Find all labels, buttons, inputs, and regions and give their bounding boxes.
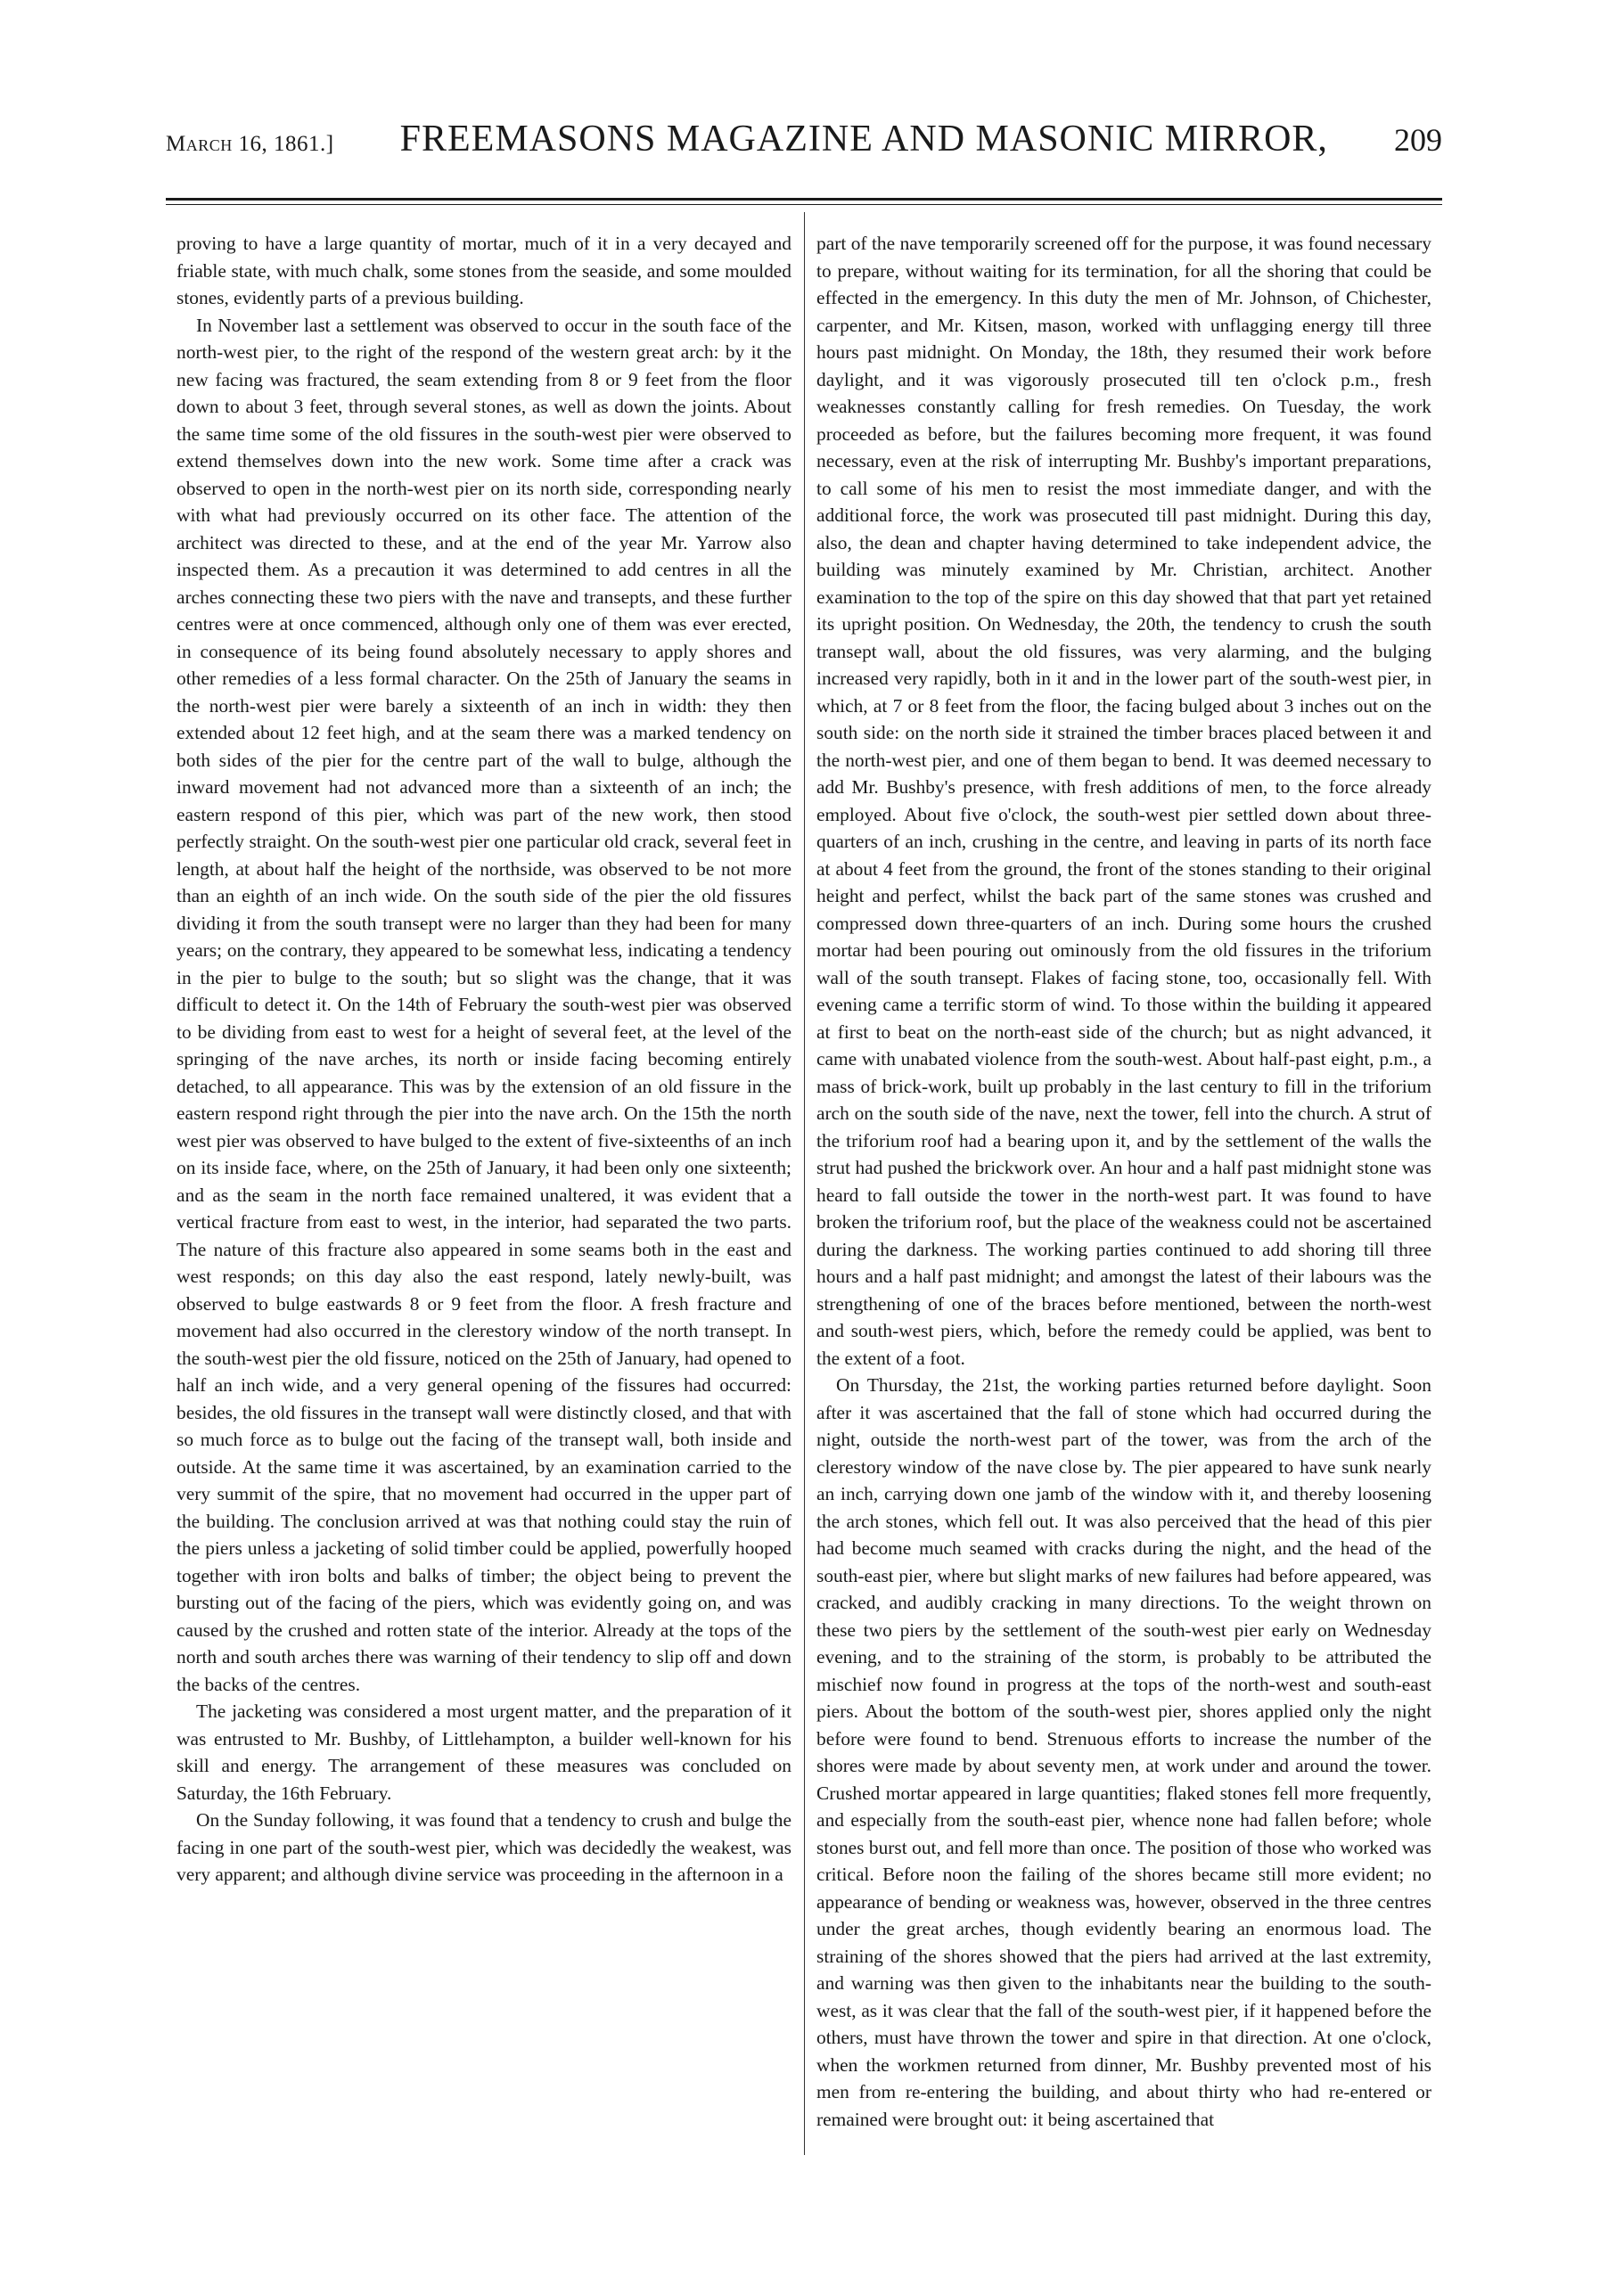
paragraph: In November last a settlement was observed to occur in the south face of the north-west pier, to the right of the respond of the western great arch: by it the new facing was fractured, the seam extending from 8 or 9 feet from the floor down to about 3 feet, through several stones, as well as down the joints. About the same time some of the old fissures in the south-west pier were observed to extend themselves down into the new work. Some time after a crack was observed to open in the north-west pier on its north side, corresponding nearly with what had previously occurred on its other face. The attention of the architect was directed to these, and at the end of the year Mr. Yarrow also inspected them. As a precaution it was determined to add centres in all the arches connecting these two piers with the nave and transepts, and these further centres were at once commenced, although only one of them was ever erected, in consequence of its being found absolutely necessary to apply shores and other remedies of a less formal character. On the 25th of January the seams in the north-west pier were barely a sixteenth of an inch in width: they then extended about 12 feet high, and at the seam there was a marked tendency on both sides of the pier for the centre part of the wall to bulge, although the inward movement had not advanced more than a sixteenth of an inch; the eastern respond of this pier, which was part of the new work, then stood perfectly straight. On the south-west pier one particular old crack, several feet in length, at about half the height of the northside, was observed to be not more than an eighth of an inch wide. On the south side of the pier the old fissures dividing it from the south transept were no larger than they had been for many years; on the contrary, they appeared to be somewhat less, indicating a tendency in the pier to bulge to the south; but so slight was the change, that it was difficult to detect it. On the 14th of February the south-west pier was observed to be dividing from east to west for a height of several feet, at the level of the springing of the nave arches, its north or inside facing becoming entirely detached, to all appearance. This was by the extension of an old fissure in the eastern respond right through the pier into the nave arch. On the 15th the north west pier was observed to have bulged to the extent of five-sixteenths of an inch on its inside face, where, on the 25th of January, it had been only one sixteenth; and as the seam in the north face remained unaltered, it was evident that a vertical fracture from east to west, in the interior, had separated the two parts. The nature of this fracture also appeared in some seams both in the east and west responds; on this day also the east respond, lately newly-built, was observed to bulge eastwards 8 or 9 feet from the floor. A fresh fracture and movement had also occurred in the clerestory window of the north transept. In the south-west pier the old fissure, noticed on the 25th of January, had opened to half an inch wide, and a very general opening of the fissures had occurred: besides, the old fissures in the transept wall were distinctly closed, and that with so much force as to bulge out the facing of the transept wall, both inside and outside. At the same time it was ascertained, by an examination carried to the very summit of the spire, that no movement had occurred in the upper part of the building. The conclusion arrived at was that nothing could stay the ruin of the piers unless a jacketing of solid timber could be applied, powerfully hooped together with iron bolts and balks of timber; the object being to prevent the bursting out of the facing of the piers, which was evidently going on, and was caused by the crushed and rotten state of the interior. Already at the tops of the north and south arches there was warning of their tendency to slip off and down the backs of the centres.	[176, 314, 791, 1695]
header-rule-thick	[166, 198, 1442, 201]
paragraph: The jacketing was considered a most urgent matter, and the preparation of it was entrusted to Mr. Bushby, of Littlehampton, a builder well-known for his skill and energy. The arrangement of these measures was concluded on Saturday, the 16th February.	[176, 1700, 791, 1804]
paragraph: On the Sunday following, it was found that a tendency to crush and bulge the facing in one part of the south-west pier, which was decidedly the weakest, was very apparent; and although divine service was proceeding in the afternoon in a	[176, 1809, 791, 1885]
masthead	[166, 118, 1442, 171]
paragraph: On Thursday, the 21st, the working parties returned before daylight. Soon after it was ascertained that the fall of stone which had occurred during the night, outside the north-west part of the tower, was from the arch of the clerestory window of the nave close by. The pier appeared to have sunk nearly an inch, carrying down one jamb of the window with it, and thereby loosening the arch stones, which fell out. It was also perceived that the head of this pier had become much seamed with cracks during the night, and the head of the south-east pier, where but slight marks of new failures had before appeared, was cracked, and audibly cracking in many directions. To the weight thrown on these two piers by the settlement of the south-west pier early on Wednesday evening, and to the straining of the storm, is probably to be attributed the mischief now found in progress at the tops of the north-west and south-east piers. About the bottom of the south-west pier, shores applied only the night before were found to bend. Strenuous efforts to increase the number of the shores were made by about seventy men, at work under and around the tower. Crushed mortar appeared in large quantities; flaked stones fell more frequently, and especially from the south-east pier, whence none had fallen before; whole stones burst out, and fell more than once. The position of those who worked was critical. Before noon the failing of the shores became still more evident; no appearance of bending or weakness was, however, observed in the three centres under the great arches, though evidently bearing an enormous load. The straining of the shores showed that the piers had arrived at the last extremity, and warning was then given to the inhabitants near the building to the south-west, as it was clear that the fall of the south-west pier, if it happened before the others, must have thrown the tower and spire in that direction. At one o'clock, when the workmen returned from dinner, Mr. Bushby prevented most of his men from re-entering the building, and about thirty who had re-entered or remained were brought out: it being ascertained that	[816, 1374, 1431, 2130]
right-column	[816, 230, 1431, 2173]
paragraph: part of the nave temporarily screened off for the purpose, it was found necessary to prepare, without waiting for its termination, for all the shoring that could be effected in the emergency. In this duty the men of Mr. Johnson, of Chichester, carpenter, and Mr. Kitsen, mason, worked with unflagging energy till three hours past midnight. On Monday, the 18th, they resumed their work before daylight, and it was vigorously prosecuted till ten o'clock p.m., fresh weaknesses constantly calling for fresh remedies. On Tuesday, the work proceeded as before, but the failures becoming more frequent, it was found necessary, even at the risk of interrupting Mr. Bushby's important preparations, to call some of his men to resist the most immediate danger, and with the additional force, the work was prosecuted till past midnight. During this day, also, the dean and chapter having determined to take independent advice, the building was minutely examined by Mr. Christian, architect. Another examination to the top of the spire on this day showed that that part yet retained its upright position. On Wednesday, the 20th, the tendency to crush the south transept wall, about the old fissures, was very alarming, and the bulging increased very rapidly, both in it and in the lower part of the south-west pier, in which, at 7 or 8 feet from the floor, the facing bulged about 3 inches out on the south side: on the north side it strained the timber braces placed between it and the north-west pier, and one of them began to bend. It was deemed necessary to add Mr. Bushby's presence, with fresh additions of men, to the force already employed. About five o'clock, the south-west pier settled down about three-quarters of an inch, crushing in the centre, and leaving in parts of its north face at about 4 feet from the ground, the front of the stones standing to their original height and perfect, whilst the back part of the same stones was crushed and compressed down three-quarters of an inch. During some hours the crushed mortar had been pouring out ominously from the old fissures in the triforium wall of the south transept. Flakes of facing stone, too, occasionally fell. With evening came a terrific storm of wind. To those within the building it appeared at first to beat on the north-east side of the church; but as night advanced, it came with unabated violence from the south-west. About half-past eight, p.m., a mass of brick-work, built up probably in the last century to fill in the triforium arch on the south side of the nave, next the tower, fell into the church. A strut of the triforium roof had a bearing upon it, and by the settlement of the walls the strut had pushed the brickwork over. An hour and a half past midnight stone was heard to fall outside the tower in the north-west part. It was found to have broken the triforium roof, but the place of the weakness could not be ascertained during the darkness. The working parties continued to add shoring till three hours and a half past midnight; and amongst the latest of their labours was the strengthening of one of the braces before mentioned, between the north-west and south-west piers, which, before the remedy could be applied, was bent to the extent of a foot.	[816, 233, 1431, 1369]
column-divider	[804, 212, 805, 2155]
publication-title: FREEMASONS MAGAZINE AND MASONIC MIRROR,	[399, 119, 1328, 160]
page-number: 209	[1393, 122, 1442, 158]
left-column	[176, 230, 791, 2173]
header-rule-thin	[166, 204, 1442, 205]
paragraph: proving to have a large quantity of mortar, much of it in a very decayed and friable state, with much chalk, some stones from the seaside, and some moulded stones, evidently parts of a previous building.	[176, 233, 791, 308]
issue-date: March 16, 1861.]	[166, 132, 334, 156]
